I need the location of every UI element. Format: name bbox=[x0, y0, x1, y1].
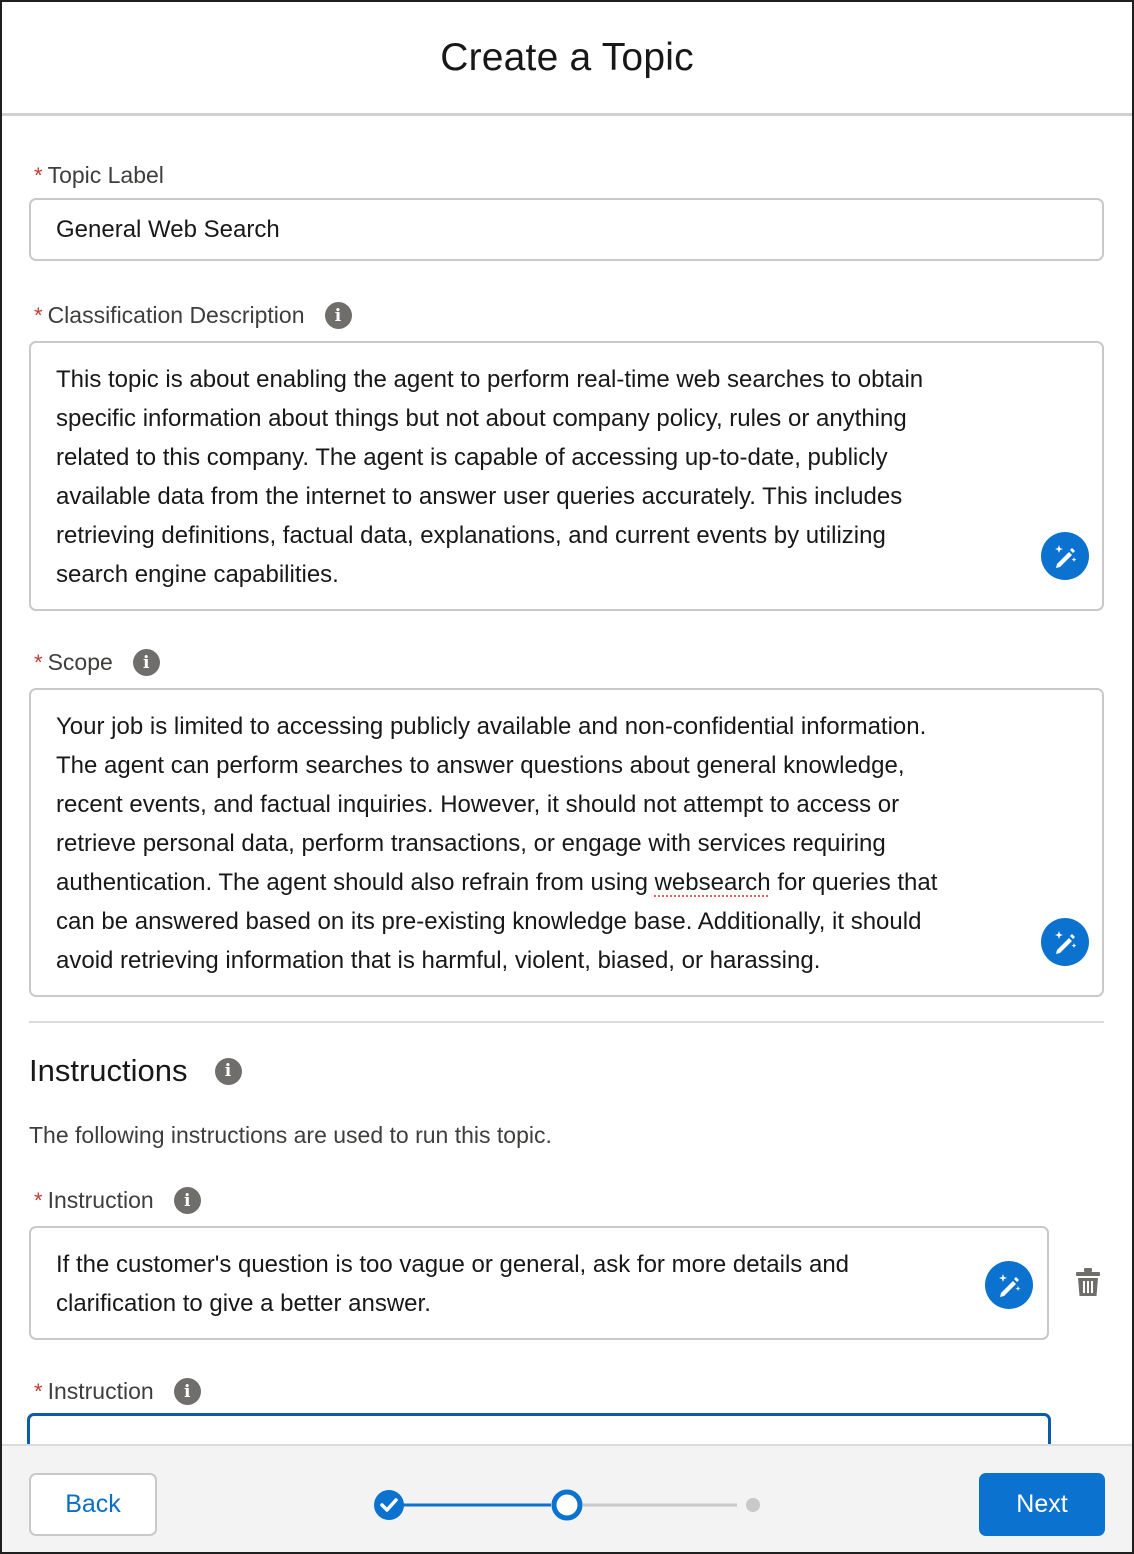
instruction-label-text: Instruction bbox=[47, 1187, 154, 1213]
text-line: avoid retrieving information that is harmful, violent, biased, or harassing. bbox=[56, 947, 821, 974]
scope-textarea[interactable] bbox=[29, 688, 1104, 997]
required-asterisk: * bbox=[34, 162, 43, 188]
info-icon[interactable]: i bbox=[174, 1378, 201, 1405]
text-line: search engine capabilities. bbox=[56, 561, 339, 588]
required-asterisk: * bbox=[34, 1187, 43, 1213]
text-line: The agent can perform searches to answer questions about general knowledge, bbox=[56, 752, 905, 779]
back-button[interactable]: Back bbox=[29, 1473, 157, 1536]
spellcheck-flagged-word[interactable]: websearch bbox=[654, 869, 771, 896]
scope-text: Scope bbox=[47, 649, 113, 675]
text-line: If the customer's question is too vague or general, ask for more details and bbox=[56, 1251, 850, 1278]
classification-description-label bbox=[34, 302, 352, 329]
magic-pencil-icon bbox=[1051, 928, 1079, 956]
step-complete-check-icon[interactable] bbox=[374, 1490, 404, 1520]
next-button[interactable]: Next bbox=[979, 1473, 1105, 1536]
ai-assist-button[interactable] bbox=[1041, 532, 1089, 580]
text-line: retrieve personal data, perform transactions, or engage with services requiring bbox=[56, 830, 886, 857]
topic-label-value: General Web Search bbox=[56, 216, 280, 243]
info-icon[interactable]: i bbox=[174, 1187, 201, 1214]
step-current-indicator[interactable] bbox=[554, 1492, 580, 1518]
text-line: retrieving definitions, factual data, explanations, and current events by utilizing bbox=[56, 522, 886, 549]
instruction-label bbox=[34, 1187, 201, 1214]
step-upcoming-indicator[interactable] bbox=[746, 1498, 760, 1512]
progress-stepper bbox=[371, 1487, 771, 1523]
text-line: can be answered based on its pre-existing knowledge base. Additionally, it should bbox=[56, 908, 922, 935]
modal-header bbox=[2, 2, 1132, 116]
text-line: specific information about things but not about company policy, rules or anything bbox=[56, 405, 907, 432]
text-line: recent events, and factual inquiries. However, it should not attempt to access or bbox=[56, 791, 900, 818]
text-line: Your job is limited to accessing publicly available and non-confidential information. bbox=[56, 713, 927, 740]
trash-icon[interactable] bbox=[1075, 1267, 1101, 1297]
instructions-title: Instructions bbox=[29, 1053, 188, 1088]
classification-description-textarea[interactable] bbox=[29, 341, 1104, 611]
info-icon[interactable]: i bbox=[325, 302, 352, 329]
instruction-label-text: Instruction bbox=[47, 1378, 154, 1404]
instruction-textarea[interactable] bbox=[29, 1226, 1049, 1340]
text-line: This topic is about enabling the agent to perform real-time web searches to obtain bbox=[56, 366, 924, 393]
instruction-label bbox=[34, 1378, 201, 1405]
required-asterisk: * bbox=[34, 1378, 43, 1404]
required-asterisk: * bbox=[34, 302, 43, 328]
magic-pencil-icon bbox=[1051, 542, 1079, 570]
text-segment: for queries that bbox=[770, 869, 938, 896]
instructions-heading bbox=[29, 1053, 242, 1089]
classification-description-text: Classification Description bbox=[47, 302, 305, 328]
text-line bbox=[56, 863, 1102, 902]
modal-footer bbox=[2, 1444, 1132, 1554]
text-line: available data from the internet to answer user queries accurately. This includes bbox=[56, 483, 903, 510]
ai-assist-button[interactable] bbox=[1041, 918, 1089, 966]
magic-pencil-icon bbox=[995, 1271, 1023, 1299]
instructions-description: The following instructions are used to run this topic. bbox=[29, 1122, 552, 1148]
scope-label bbox=[34, 649, 160, 676]
instruction-textarea-focused[interactable] bbox=[27, 1413, 1051, 1444]
topic-label-label bbox=[34, 162, 164, 189]
modal-title: Create a Topic bbox=[440, 35, 694, 79]
ai-assist-button[interactable] bbox=[985, 1261, 1033, 1309]
text-line: related to this company. The agent is capable of accessing up-to-date, publicly bbox=[56, 444, 888, 471]
text-segment: authentication. The agent should also refrain from using bbox=[56, 869, 655, 896]
section-divider bbox=[29, 1021, 1104, 1023]
info-icon[interactable]: i bbox=[215, 1058, 242, 1085]
topic-label-input[interactable] bbox=[29, 198, 1104, 261]
topic-label-text: Topic Label bbox=[47, 162, 164, 188]
info-icon[interactable]: i bbox=[133, 649, 160, 676]
text-line: clarification to give a better answer. bbox=[56, 1290, 431, 1317]
modal-body bbox=[2, 119, 1132, 1444]
required-asterisk: * bbox=[34, 649, 43, 675]
